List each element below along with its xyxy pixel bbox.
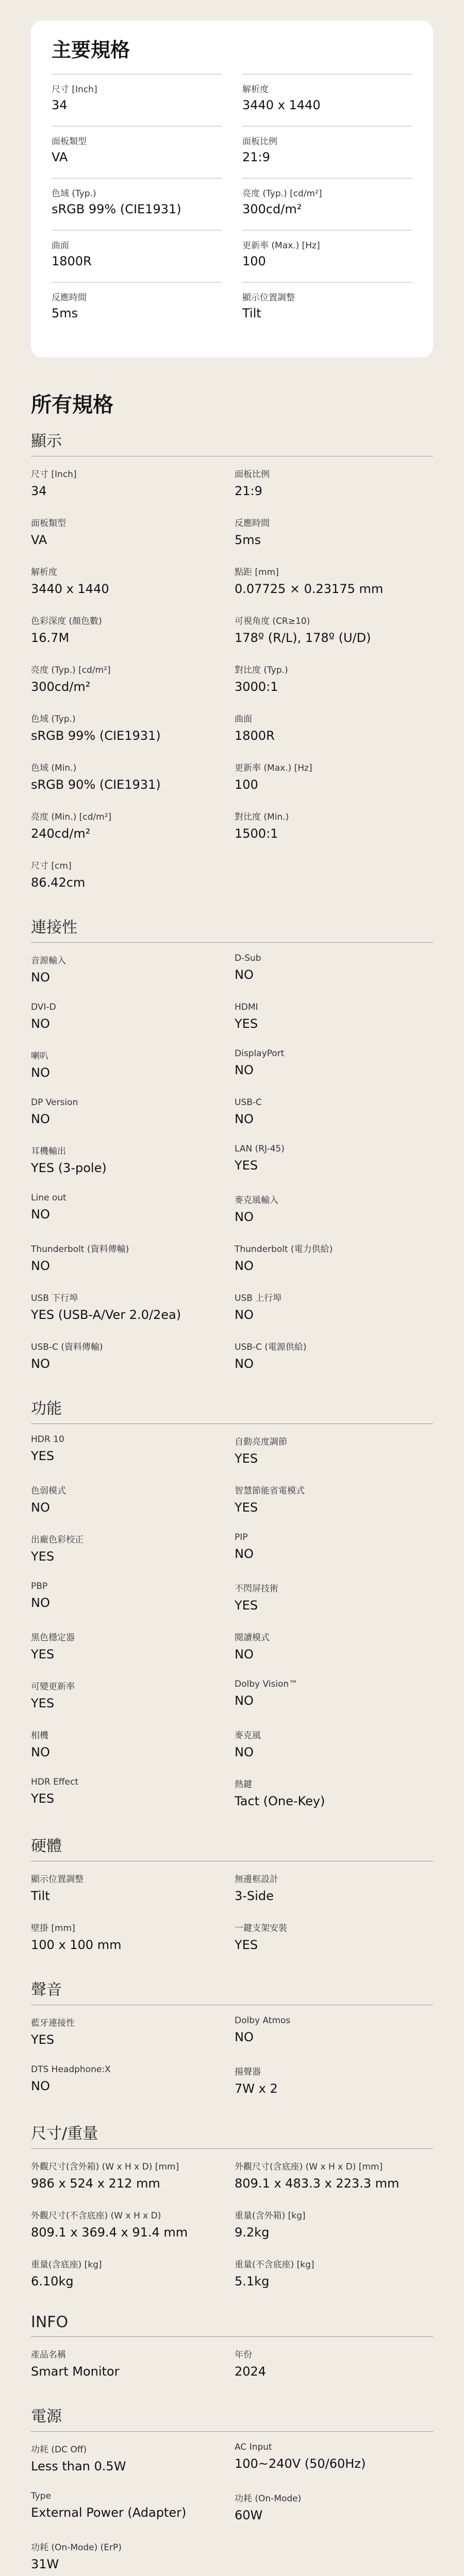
spec-item [235,953,433,985]
spec-label: DP Version [31,1097,78,1108]
key-specs-grid [52,74,412,334]
spec-value: Tact (One-Key) [235,1794,325,1808]
spec-item [235,1581,433,1613]
key-specs-card [31,21,433,358]
spec-label: 藍牙連接性 [31,2018,75,2028]
spec-label: PIP [235,1532,248,1543]
key-spec-value: 34 [52,98,68,112]
spec-value: YES [235,1451,258,1466]
section-grid [31,467,433,890]
spec-value: 809.1 x 483.3 x 223.3 mm [235,2176,400,2191]
spec-item [31,1581,229,1613]
spec-value: NO [235,1745,254,1759]
spec-value: 9.2kg [235,2225,270,2240]
key-spec-value: 5ms [52,306,78,320]
spec-item [235,1434,433,1466]
key-spec-value: 300cd/m² [242,202,302,216]
spec-label: HDR Effect [31,1777,79,1787]
spec-item [31,565,229,596]
spec-item [235,2208,433,2240]
spec-item [235,614,433,645]
key-spec-item [242,282,412,334]
spec-value: 86.42cm [31,875,86,890]
spec-value: NO [31,2079,50,2093]
section-title: 連接性 [31,908,433,943]
spec-item [31,1679,229,1710]
spec-label: 閱讀模式 [235,1633,270,1643]
key-spec-label: 反應時間 [52,293,87,303]
spec-value: NO [31,1596,50,1610]
section-title: 硬體 [31,1827,433,1861]
spec-value: 16.7M [31,631,70,645]
spec-value: 34 [31,484,47,498]
spec-label: 功耗 (On-Mode) [235,2494,302,2504]
spec-value: 5ms [235,533,261,547]
key-spec-label: 面板類型 [52,137,87,147]
spec-label: 尺寸 [Inch] [31,469,77,480]
spec-label: 自動亮度調節 [235,1437,287,1447]
spec-label: Thunderbolt (電力供給) [235,1244,333,1255]
spec-label: 亮度 (Typ.) [cd/m²] [31,665,111,675]
spec-value: YES [31,1791,55,1806]
key-spec-item [242,230,412,282]
spec-value: NO [31,1207,50,1222]
spec-item [31,467,229,498]
spec-label: Thunderbolt (資料傳輸) [31,1244,129,1255]
key-spec-label: 色域 (Typ.) [52,189,96,199]
spec-label: USB 上行埠 [235,1293,282,1303]
spec-item [31,858,229,890]
spec-item [235,1144,433,1175]
spec-label: 色域 (Min.) [31,763,77,773]
spec-sections [31,422,433,2576]
spec-value: NO [235,1547,254,1561]
spec-item [31,1872,229,1903]
spec-value: 100 [235,777,258,792]
spec-value: 100 x 100 mm [31,1938,122,1952]
spec-label: 年份 [235,2350,252,2360]
spec-label: 可變更新率 [31,1682,75,1692]
spec-value: NO [31,1357,50,1371]
spec-value: YES [31,2032,55,2047]
spec-label: 顯示位置調整 [31,1874,84,1885]
spec-item [31,663,229,694]
spec-label: Type [31,2491,52,2501]
spec-label: 曲面 [235,714,252,724]
spec-value: 2024 [235,2364,267,2379]
spec-label: USB 下行埠 [31,1293,78,1303]
spec-value: YES (USB-A/Ver 2.0/2ea) [31,1308,181,1322]
spec-item [235,809,433,841]
spec-item [235,711,433,743]
spec-item [235,1097,433,1126]
spec-item [235,2491,433,2522]
spec-item [235,1048,433,1080]
spec-item [31,1291,229,1322]
spec-value: 7W x 2 [235,2081,278,2096]
spec-item [31,760,229,792]
spec-value: 0.07725 × 0.23175 mm [235,582,384,596]
spec-value: 21:9 [235,484,262,498]
spec-value: NO [235,1647,254,1662]
spec-value: NO [235,1063,254,1077]
key-spec-item [242,74,412,126]
spec-item [31,2442,229,2473]
spec-item [235,1002,433,1031]
spec-label: 熱鍵 [235,1780,252,1790]
spec-item [235,2015,433,2047]
spec-value: 6.10kg [31,2274,74,2289]
spec-value: sRGB 99% (CIE1931) [31,728,161,743]
spec-label: 外觀尺寸(含外箱) (W x H x D) [mm] [31,2162,179,2172]
spec-value: 5.1kg [235,2274,270,2289]
spec-item [235,1630,433,1662]
spec-item [31,2159,229,2191]
spec-value: 809.1 x 369.4 x 91.4 mm [31,2225,188,2240]
spec-value: NO [31,970,50,985]
spec-value: NO [31,1745,50,1759]
spec-value: Less than 0.5W [31,2459,126,2473]
spec-label: 面板比例 [235,469,270,480]
spec-item [235,1728,433,1759]
spec-value: NO [31,1259,50,1273]
spec-item [31,2491,229,2522]
spec-item [31,2540,229,2571]
spec-item [31,1532,229,1564]
spec-value: 240cd/m² [31,826,91,841]
spec-item [31,1193,229,1224]
spec-label: 色彩深度 (顏色數) [31,616,102,626]
spec-value: External Power (Adapter) [31,2505,187,2520]
spec-value: Tilt [31,1889,50,1903]
spec-label: 重量(不含底座) [kg] [235,2260,314,2270]
spec-label: 更新率 (Max.) [Hz] [235,763,312,773]
spec-value: 300cd/m² [31,680,91,694]
spec-item [235,565,433,596]
spec-label: D-Sub [235,953,261,963]
spec-value: NO [235,1308,254,1322]
spec-label: 反應時間 [235,518,270,529]
spec-label: 產品名稱 [31,2350,66,2360]
spec-label: 功耗 (On-Mode) (ErP) [31,2543,122,2553]
section-grid [31,2442,433,2571]
spec-item [31,1777,229,1808]
key-spec-item [52,126,222,178]
spec-item [31,1144,229,1175]
key-spec-value: 100 [242,254,266,268]
spec-label: AC Input [235,2442,272,2452]
section-grid [31,2347,433,2379]
spec-item [235,2064,433,2096]
spec-label: DTS Headphone:X [31,2064,111,2075]
section-grid [31,2015,433,2096]
spec-label: 重量(含外箱) [kg] [235,2211,306,2221]
spec-item [235,1532,433,1564]
key-spec-label: 尺寸 [Inch] [52,84,97,95]
key-spec-value: VA [52,150,68,164]
spec-value: NO [31,1500,50,1515]
section-title: 電源 [31,2397,433,2432]
spec-value: sRGB 90% (CIE1931) [31,777,161,792]
all-specs-title: 所有規格 [31,393,113,417]
key-spec-label: 曲面 [52,241,69,251]
spec-value: NO [235,1210,254,1224]
key-spec-item [52,74,222,126]
spec-value: 100~240V (50/60Hz) [235,2456,366,2471]
spec-value: YES (3-pole) [31,1161,107,1175]
spec-label: 不閃屏技術 [235,1584,278,1594]
spec-item [235,1483,433,1515]
spec-label: Dolby Atmos [235,2015,291,2026]
key-spec-item [52,282,222,334]
spec-item [31,809,229,841]
spec-value: 31W [31,2557,59,2571]
spec-label: 黑色穩定器 [31,1633,75,1643]
spec-item [31,1483,229,1515]
spec-value: NO [235,968,254,982]
spec-item [31,2015,229,2047]
spec-value: 986 x 524 x 212 mm [31,2176,160,2191]
spec-item [31,2064,229,2096]
spec-value: 1500:1 [235,826,278,841]
spec-item [31,1048,229,1080]
spec-item [31,1242,229,1273]
key-spec-label: 亮度 (Typ.) [cd/m²] [242,189,322,199]
spec-value: VA [31,533,47,547]
spec-label: 色域 (Typ.) [31,714,76,724]
section-title: 顯示 [31,422,433,456]
section-grid [31,1434,433,1808]
spec-item [31,711,229,743]
section-title: 聲音 [31,1971,433,2005]
spec-value: 1800R [235,728,275,743]
spec-value: 3-Side [235,1889,274,1903]
key-spec-item [242,126,412,178]
spec-item [235,1193,433,1224]
spec-item [235,1777,433,1808]
spec-value: NO [235,1693,254,1708]
spec-item [31,2347,229,2379]
spec-item [31,1340,229,1371]
spec-item [235,2442,433,2473]
spec-label: 點距 [mm] [235,567,279,578]
spec-item [31,1921,229,1952]
spec-label: USB-C [235,1097,262,1108]
section-grid [31,2159,433,2289]
spec-label: 色弱模式 [31,1486,66,1496]
spec-value: YES [31,1647,55,1662]
spec-label: HDR 10 [31,1434,64,1445]
spec-item [31,516,229,547]
key-spec-label: 解析度 [242,84,269,95]
section-grid [31,1872,433,1952]
key-spec-value: 21:9 [242,150,270,164]
spec-value: 3440 x 1440 [31,582,109,596]
spec-label: 相機 [31,1731,48,1741]
spec-label: 無邊框設計 [235,1874,278,1885]
spec-value: Smart Monitor [31,2364,120,2379]
key-spec-item [52,178,222,230]
key-spec-value: Tilt [242,306,261,320]
spec-item [31,2208,229,2240]
spec-label: 喇叭 [31,1051,48,1061]
section-title: 尺寸/重量 [31,2114,433,2149]
spec-label: HDMI [235,1002,258,1012]
spec-label: USB-C (資料傳輸) [31,1342,103,1352]
key-specs-title: 主要規格 [52,39,130,61]
spec-item [235,1679,433,1710]
section-grid [31,953,433,1371]
spec-item [31,1434,229,1466]
all-specs [0,388,464,2576]
spec-label: 尺寸 [cm] [31,861,72,871]
spec-value: YES [31,1449,55,1463]
spec-value: YES [235,1938,258,1952]
spec-value: YES [235,1158,258,1173]
spec-item [235,2347,433,2379]
spec-label: 耳機輸出 [31,1146,66,1157]
spec-label: 外觀尺寸(不含底座) (W x H x D) [31,2211,161,2221]
spec-value: 178º (R/L), 178º (U/D) [235,631,371,645]
spec-item [235,1242,433,1273]
spec-item [31,1002,229,1031]
spec-item [235,467,433,498]
spec-value: NO [235,1357,254,1371]
spec-label: 音源輸入 [31,956,66,966]
spec-item [31,1630,229,1662]
spec-item [31,1097,229,1126]
spec-value: YES [235,1500,258,1515]
spec-item [31,2257,229,2289]
spec-label: 一鍵支架安裝 [235,1923,287,1934]
spec-item [235,1340,433,1371]
spec-label: 揚聲器 [235,2067,261,2077]
spec-label: 麥克風 [235,1731,261,1741]
spec-value: NO [31,1112,50,1126]
spec-item [235,760,433,792]
key-spec-label: 更新率 (Max.) [Hz] [242,241,320,251]
spec-label: Line out [31,1193,67,1203]
spec-label: 出廠色彩校正 [31,1535,84,1545]
spec-label: 功耗 (DC Off) [31,2445,87,2455]
spec-label: 對比度 (Typ.) [235,665,288,675]
spec-item [31,1728,229,1759]
key-spec-item [242,178,412,230]
key-spec-label: 顯示位置調整 [242,293,295,303]
spec-label: PBP [31,1581,48,1591]
spec-label: 可視角度 (CR≥10) [235,616,310,626]
spec-value: YES [235,1016,258,1031]
key-spec-item [52,230,222,282]
spec-label: Dolby Vision™ [235,1679,298,1689]
spec-value: NO [235,1259,254,1273]
spec-label: 對比度 (Min.) [235,812,289,822]
section-title: INFO [31,2307,433,2337]
spec-value: NO [235,1112,254,1126]
spec-label: 外觀尺寸(含底座) (W x H x D) [mm] [235,2162,383,2172]
spec-label: DisplayPort [235,1048,285,1059]
key-spec-label: 面板比例 [242,137,277,147]
spec-item [235,2159,433,2191]
spec-value: YES [31,1549,55,1564]
key-spec-value: 1800R [52,254,92,268]
key-spec-value: 3440 x 1440 [242,98,321,112]
spec-label: 壁掛 [mm] [31,1923,75,1934]
spec-label: 麥克風輸入 [235,1195,278,1206]
spec-value: NO [31,1065,50,1080]
spec-label: 重量(含底座) [kg] [31,2260,102,2270]
spec-label: 亮度 (Min.) [cd/m²] [31,812,112,822]
spec-label: DVI-D [31,1002,56,1012]
spec-item [31,614,229,645]
spec-value: NO [235,2030,254,2044]
spec-value: 3000:1 [235,680,278,694]
spec-value: YES [31,1696,55,1710]
spec-item [235,663,433,694]
spec-item [235,2257,433,2289]
spec-value: 60W [235,2508,263,2522]
spec-label: 智慧節能省電模式 [235,1486,305,1496]
spec-item [235,1921,433,1952]
spec-item [235,516,433,547]
spec-label: USB-C (電源供給) [235,1342,307,1352]
spec-label: 面板類型 [31,518,66,529]
spec-item [31,953,229,985]
spec-label: 解析度 [31,567,57,578]
spec-value: YES [235,1598,258,1613]
key-spec-value: sRGB 99% (CIE1931) [52,202,181,216]
spec-item [235,1291,433,1322]
spec-label: LAN (RJ-45) [235,1144,285,1154]
section-title: 功能 [31,1389,433,1424]
spec-value: NO [31,1016,50,1031]
spec-item [235,1872,433,1903]
